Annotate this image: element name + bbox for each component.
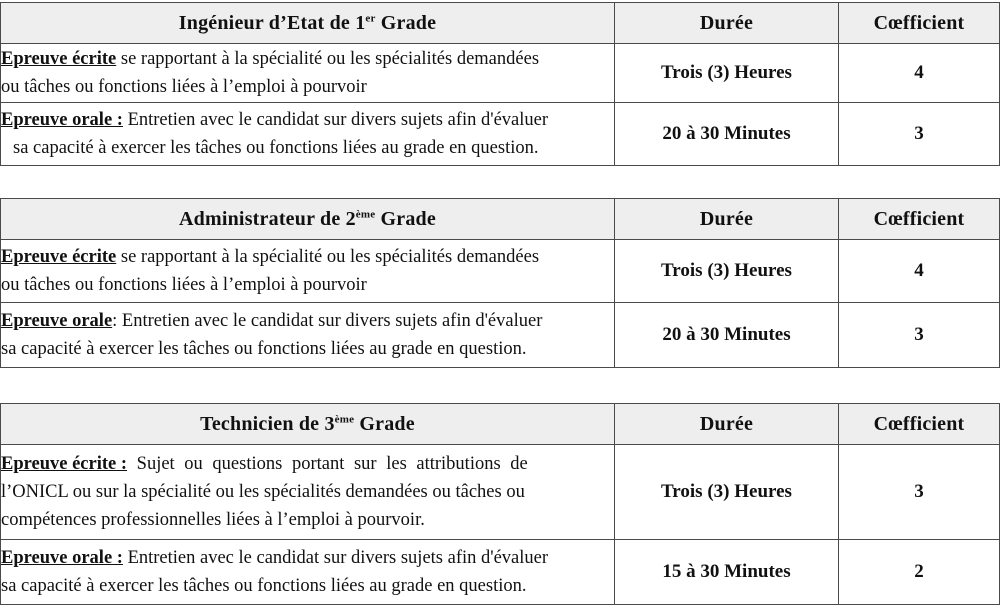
exam-coefficient: 3 — [839, 303, 1000, 368]
exam-type-label: Epreuve orale : — [1, 548, 123, 568]
exam-text-line: Entretien avec le candidat sur divers sujets afin d'évaluer — [122, 548, 549, 568]
grade-title: Technicien de 3ème Grade — [1, 404, 615, 445]
exam-duration: Trois (3) Heures — [615, 445, 839, 540]
exam-description — [1, 445, 615, 540]
exam-coefficient: 4 — [839, 240, 1000, 303]
exam-text-line: compétences professionnelles liées à l’emploi à pourvoir. — [1, 510, 425, 530]
exam-text-line: ou tâches ou fonctions liées à l’emploi à pourvoir — [1, 275, 367, 295]
exam-table-administrateur — [0, 198, 1000, 368]
exam-description — [1, 240, 615, 303]
exam-type-label: Epreuve écrite — [1, 49, 117, 69]
exam-text-line: sa capacité à exercer les tâches ou fonctions liées au grade en question. — [13, 138, 539, 158]
exam-type-label: Epreuve écrite — [1, 247, 117, 267]
table-row — [1, 303, 1000, 368]
exam-text-line: : Entretien avec le candidat sur divers sujets afin d'évaluer — [112, 311, 543, 331]
exam-text-line: sa capacité à exercer les tâches ou fonctions liées au grade en question. — [1, 576, 527, 596]
table-header-row — [1, 199, 1000, 240]
exam-duration: 20 à 30 Minutes — [615, 103, 839, 166]
table-header-row — [1, 3, 1000, 44]
table-row — [1, 103, 1000, 166]
exam-type-label: Epreuve orale : — [1, 110, 123, 130]
coefficient-header: Cœfficient — [839, 3, 1000, 44]
exam-type-label: Epreuve écrite : — [1, 454, 128, 474]
exam-description — [1, 103, 615, 166]
exam-text-line: se rapportant à la spécialité ou les spécialités demandées — [116, 49, 540, 69]
exam-text-line: se rapportant à la spécialité ou les spécialités demandées — [116, 247, 540, 267]
exam-description — [1, 44, 615, 103]
exam-text-line: Entretien avec le candidat sur divers sujets afin d'évaluer — [122, 110, 549, 130]
exam-description — [1, 540, 615, 605]
duration-header: Durée — [615, 199, 839, 240]
exam-coefficient: 3 — [839, 445, 1000, 540]
exam-coefficient: 2 — [839, 540, 1000, 605]
exam-coefficient: 3 — [839, 103, 1000, 166]
table-row — [1, 540, 1000, 605]
exam-duration: 15 à 30 Minutes — [615, 540, 839, 605]
exam-text-line: l’ONICL ou sur la spécialité ou les spécialités demandées ou tâches ou — [1, 482, 525, 502]
table-row — [1, 240, 1000, 303]
exam-text-line: Sujet ou questions portant sur les attributions de — [127, 454, 528, 474]
exam-duration: 20 à 30 Minutes — [615, 303, 839, 368]
table-header-row — [1, 404, 1000, 445]
grade-title: Ingénieur d’Etat de 1er Grade — [1, 3, 615, 44]
exam-duration: Trois (3) Heures — [615, 240, 839, 303]
exam-text-line: sa capacité à exercer les tâches ou fonctions liées au grade en question. — [1, 339, 527, 359]
exam-table-technicien — [0, 403, 1000, 605]
exam-coefficient: 4 — [839, 44, 1000, 103]
exam-text-line: ou tâches ou fonctions liées à l’emploi à pourvoir — [1, 77, 367, 97]
exam-duration: Trois (3) Heures — [615, 44, 839, 103]
duration-header: Durée — [615, 404, 839, 445]
table-row — [1, 44, 1000, 103]
coefficient-header: Cœfficient — [839, 199, 1000, 240]
exam-description — [1, 303, 615, 368]
coefficient-header: Cœfficient — [839, 404, 1000, 445]
grade-title: Administrateur de 2ème Grade — [1, 199, 615, 240]
exam-table-ingenieur — [0, 2, 1000, 166]
table-row — [1, 445, 1000, 540]
duration-header: Durée — [615, 3, 839, 44]
exam-type-label: Epreuve orale — [1, 311, 113, 331]
